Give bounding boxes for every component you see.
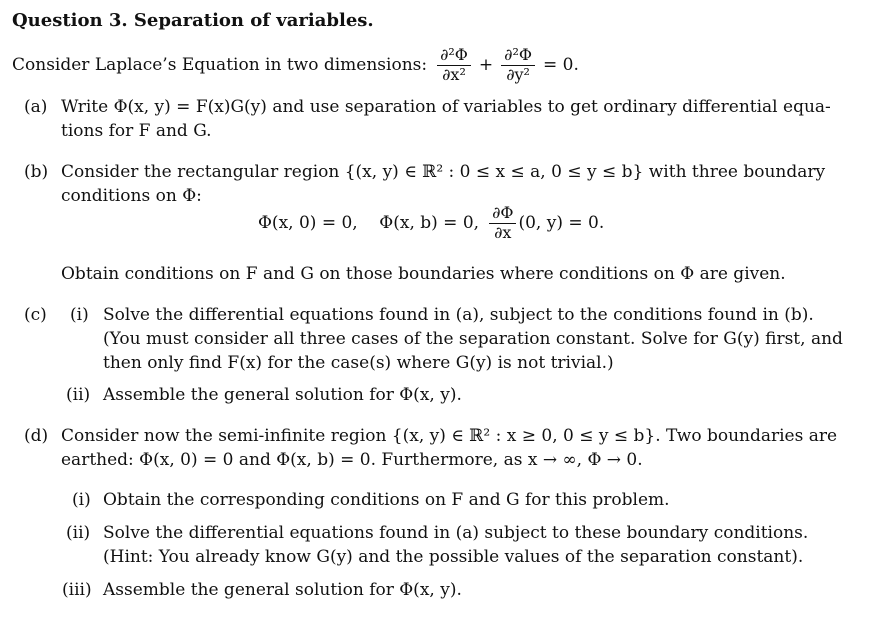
part-b-line3: Obtain conditions on F and G on those boundaries where conditions on Φ are given. xyxy=(61,264,786,284)
intro-text: Consider Laplace’s Equation in two dimensions: xyxy=(12,55,428,76)
fraction-numerator: ∂²Φ xyxy=(501,47,535,66)
part-c-ii-label: (ii) xyxy=(66,385,91,405)
part-d-ii-line1: Solve the differential equations found in (a) subject to these boundary conditions. xyxy=(103,523,809,543)
part-c-i-label: (i) xyxy=(70,305,89,325)
part-b-boundary-equation xyxy=(258,205,604,242)
part-c-i-line2: (You must consider all three cases of the separation constant. Solve for G(y) first, and xyxy=(103,329,843,349)
part-a-line2: tions for F and G. xyxy=(61,121,212,141)
part-d-i-line1: Obtain the corresponding conditions on F and G for this problem. xyxy=(103,490,670,510)
question-title: Question 3. Separation of variables. xyxy=(12,10,374,31)
part-c-i-line1: Solve the differential equations found in (a), subject to the conditions found in (b). xyxy=(103,305,814,325)
fraction-d2phi-dx2 xyxy=(437,47,471,84)
fraction-d2phi-dy2 xyxy=(501,47,535,84)
part-d-iii-label: (iii) xyxy=(62,580,92,600)
fraction-numerator: ∂²Φ xyxy=(437,47,471,66)
plus-sign: + xyxy=(478,55,494,76)
part-b-line1: Consider the rectangular region {(x, y) ∈ ℝ² : 0 ≤ x ≤ a, 0 ≤ y ≤ b} with three boundary xyxy=(61,162,826,182)
fraction-dphi-dx xyxy=(489,205,516,242)
part-d-line1: Consider now the semi-infinite region {(x, y) ∈ ℝ² : x ≥ 0, 0 ≤ y ≤ b}. Two boundaries are xyxy=(61,426,838,446)
part-b-label: (b) xyxy=(24,162,49,182)
fraction-denominator: ∂x² xyxy=(442,64,466,84)
part-c-ii-line1: Assemble the general solution for Φ(x, y). xyxy=(103,385,462,405)
fraction-denominator: ∂x xyxy=(494,222,512,242)
part-d-ii-label: (ii) xyxy=(66,523,91,543)
part-d-i-label: (i) xyxy=(72,490,91,510)
fraction-denominator: ∂y² xyxy=(506,64,530,84)
part-d-ii-line2: (Hint: You already know G(y) and the possible values of the separation constant). xyxy=(103,547,804,567)
boundary-conditions-right: (0, y) = 0. xyxy=(518,213,605,234)
part-a-line1: Write Φ(x, y) = F(x)G(y) and use separation of variables to get ordinary differential equa- xyxy=(61,97,831,117)
part-c-label: (c) xyxy=(24,305,47,325)
part-a-label: (a) xyxy=(24,97,48,117)
fraction-numerator: ∂Φ xyxy=(489,205,516,224)
equation-rhs: = 0. xyxy=(542,55,579,76)
boundary-conditions-left: Φ(x, 0) = 0, Φ(x, b) = 0, xyxy=(258,213,480,234)
part-d-iii-line1: Assemble the general solution for Φ(x, y). xyxy=(103,580,462,600)
intro-line xyxy=(12,47,579,84)
part-d-line2: earthed: Φ(x, 0) = 0 and Φ(x, b) = 0. Furthermore, as x → ∞, Φ → 0. xyxy=(61,450,643,470)
part-c-i-line3: then only find F(x) for the case(s) where G(y) is not trivial.) xyxy=(103,353,614,373)
part-d-label: (d) xyxy=(24,426,49,446)
part-b-line2: conditions on Φ: xyxy=(61,186,202,206)
